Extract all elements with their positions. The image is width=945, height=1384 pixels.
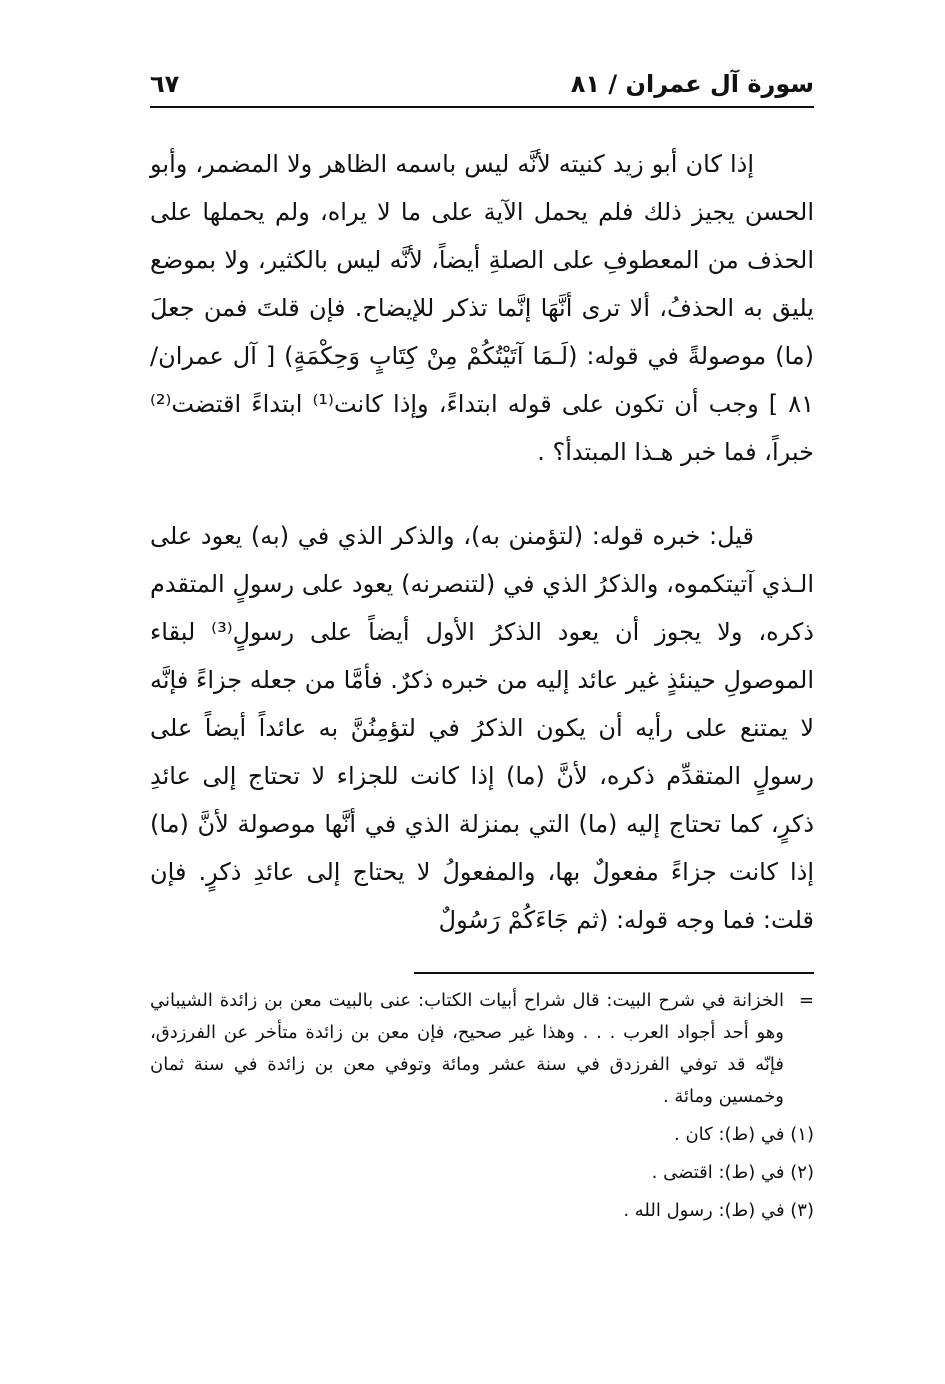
footnotes [150,985,814,1227]
continuation-text: الخزانة في شرح البيت: قال شراح أبيات الكتاب: عنى بالبيت معن بن زائدة الشيباني وهو أحد أجواد العرب . . . وهذا غير صحيح، فإن معن بن زائدة متأخر عن الفرزدق، فإنّه قد توفي الفرزدق في سنة عشر ومائة وتوفي معن بن زائدة في سنة ثمان وخمسين ومائة . [150,990,784,1107]
paragraph-1: إذا كان أبو زيد كنيته لأنَّه ليس باسمه الظاهر ولا المضمر، وأبو الحسن يجيز ذلك فلم يحمل الآية على ما لا يراه، ولم يحملها على الحذف من المعطوفِ على الصلةِ أيضاً، لأنَّه ليس بالكثير، ولا بموضع يليق به الحذفُ، ألا ترى أنَّهَا إنَّما تذكر للإيضاح. فإن قلتَ فمن جعلَ (ما) موصولةً في قوله: (لَـمَا آتَيْتُكُمْ مِنْ كِتَابٍ وَحِكْمَةٍ) [ آل عمران/٨١ ] وجب أن تكون على قوله ابتداءً، وإذا كانت⁽¹⁾ ابتداءً اقتضت⁽²⁾ خبراً، فما خبر هـذا المبتدأ؟ . [150,150,814,466]
page-number: ٦٧ [150,70,180,98]
page-header [150,66,814,108]
running-title: سورة آل عمران / ٨١ [570,70,814,98]
paragraph-2: قيل: خبره قوله: (لتؤمنن به)، والذكر الذي في (به) يعود على الـذي آتيتكموه، والذكرُ الذي في (لتنصرنه) يعود على رسولٍ المتقدم ذكره، ولا يجوز أن يعود الذكرُ الأول أيضاً على رسولٍ⁽³⁾ لبقاء الموصولِ حينئذٍ غير عائد إليه من خبره ذكرٌ. فأمَّا من جعله جزاءً فإنَّه لا يمتنع على رأيه أن يكون الذكرُ في لتؤمِنُنَّ به عائداً أيضاً على رسولٍ المتقدِّم ذكره، لأنَّ (ما) إذا كانت للجزاء لا تحتاج إلى عائدِ ذكرٍ، كما تحتاج إليه (ما) التي بمنزلة الذي في أنَّها موصولة لأنَّ (ما) إذا كانت جزاءً مفعولٌ بها، والمفعولُ لا يحتاج إلى عائدِ ذكرٍ. فإن قلت: فما وجه قوله: (ثم جَاءَكُمْ رَسُولٌ [150,522,814,934]
continuation-marker: = [798,990,814,1011]
footnote-1: (١) في (ط): كان . [674,1124,814,1145]
main-text [150,140,814,944]
footnote-separator [414,972,814,974]
footnote-2: (٢) في (ط): اقتضى . [651,1162,814,1183]
footnote-3: (٣) في (ط): رسول الله . [623,1200,814,1221]
footnote-continuation [150,985,814,1113]
